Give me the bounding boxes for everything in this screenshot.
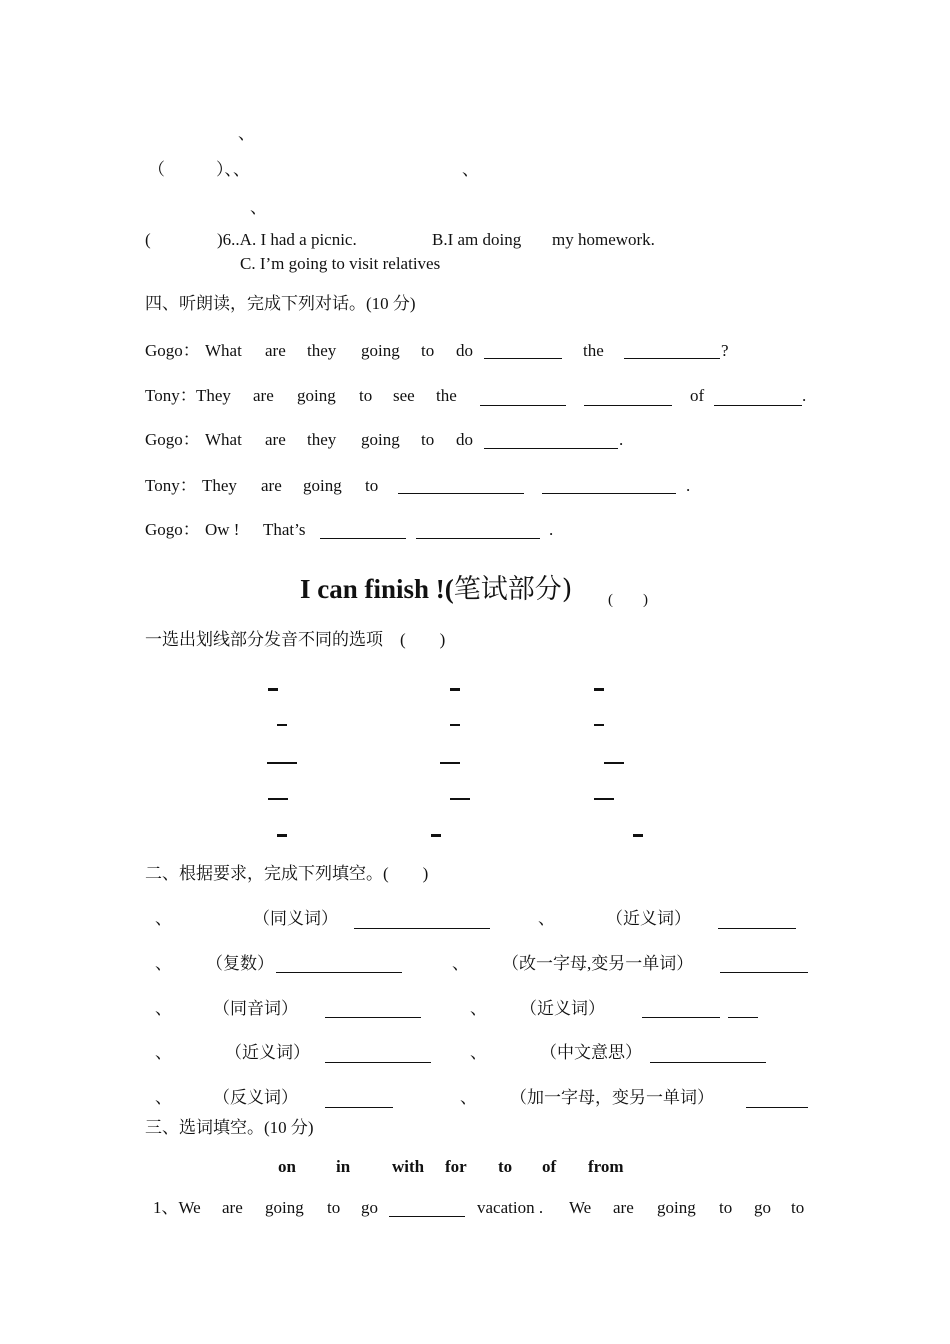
underline-mark [268,688,278,691]
q1-number: 1、We [153,1198,201,1217]
underline-mark [268,798,288,800]
dialog-speaker: Tony： [145,386,197,405]
dialog-word: to [365,476,379,495]
word-bank-item: from [588,1157,624,1176]
word-bank-item: to [498,1157,513,1176]
word-bank-item: on [278,1157,296,1176]
item-requirement: （同音词） [213,999,298,1018]
dialog-word: the [583,341,604,360]
top-mark-3: 、 [250,198,267,217]
answer-blank[interactable] [720,972,808,973]
underline-mark [594,688,604,691]
dialog-word: are [253,386,274,405]
answer-blank[interactable] [389,1216,465,1217]
underline-mark [604,762,624,764]
underline-mark [277,834,287,837]
q6-option-b: B.I am doing [432,230,522,249]
answer-blank[interactable] [624,358,720,359]
item-comma: 、 [460,1088,477,1107]
title-chinese: 笔试部分) [453,574,573,605]
item-requirement: （近义词） [225,1043,310,1062]
dialog-speaker: Gogo： [145,341,200,360]
sentence-word: to [327,1198,341,1217]
dialog-word: They [202,476,237,495]
sentence-word: going [657,1198,696,1217]
dialog-word: they [307,341,337,360]
underline-mark [594,724,604,726]
section4-heading: 四、听朗读，完成下列对话。(10 分) [145,294,416,313]
word-bank-item: with [392,1157,425,1176]
q6-option-b-tail: my homework. [552,230,655,249]
dialog-word: the [436,386,457,405]
underline-mark [267,762,297,764]
item-comma: 、 [155,1088,172,1107]
answer-blank[interactable] [642,1017,720,1018]
dialog-word: What [205,430,242,449]
dialog-word: going [361,341,400,360]
answer-blank[interactable] [354,928,490,929]
dialog-end: . [802,386,807,405]
dialog-word: do [456,430,473,449]
item-comma: 、 [155,954,172,973]
dialog-word: of [690,386,705,405]
underline-mark [440,762,460,764]
answer-blank[interactable] [325,1107,393,1108]
item-comma: 、 [452,954,469,973]
dialog-word: see [393,386,415,405]
top-mark-1: 、 [238,124,255,143]
answer-blank[interactable] [480,405,566,406]
sentence-word: go [754,1198,771,1217]
item-requirement: （中文意思） [540,1043,642,1062]
answer-blank[interactable] [584,405,672,406]
section2-heading: 二、根据要求，完成下列填空。( ) [145,864,429,883]
answer-blank[interactable] [714,405,802,406]
answer-blank[interactable] [650,1062,766,1063]
dialog-speaker: Gogo： [145,430,200,449]
item-requirement: （复数） [206,954,274,973]
underline-mark [633,834,643,837]
dialog-end: ? [721,341,729,360]
sentence-word: going [265,1198,304,1217]
item-comma: 、 [538,909,555,928]
answer-blank[interactable] [416,538,540,539]
sentence-word: are [222,1198,243,1217]
title-english: I can finish !( [300,574,454,604]
dialog-word: going [303,476,342,495]
underline-mark [594,798,614,800]
sentence-word: go [361,1198,378,1217]
sentence-word: We [569,1198,592,1217]
dialog-word: are [265,341,286,360]
dialog-speaker: Gogo： [145,520,200,539]
dialog-word: What [205,341,242,360]
answer-blank[interactable] [746,1107,808,1108]
item-comma: 、 [155,909,172,928]
title-score-paren: ( ) [608,592,648,608]
answer-blank[interactable] [325,1017,421,1018]
word-bank-item: for [445,1157,467,1176]
sentence-word: are [613,1198,634,1217]
sentence-word: vacation . [477,1198,544,1217]
dialog-word: do [456,341,473,360]
answer-blank[interactable] [325,1062,431,1063]
answer-blank[interactable] [718,928,796,929]
dialog-word: going [297,386,336,405]
underline-mark [450,798,470,800]
item-requirement: （近义词） [520,999,605,1018]
top-paren-line: （ ）、、 [148,160,250,179]
dialog-word: are [261,476,282,495]
answer-blank[interactable] [320,538,406,539]
dialog-end: . [686,476,691,495]
underline-mark [277,724,287,726]
word-bank-item: of [542,1157,557,1176]
q6-paren: ( [145,230,151,249]
answer-blank[interactable] [398,493,524,494]
item-comma: 、 [470,999,487,1018]
dialog-speaker: Tony： [145,476,197,495]
answer-blank[interactable] [484,358,562,359]
dialog-end: . [549,520,554,539]
dialog-word: They [196,386,231,405]
item-requirement: （改一字母,变另一单词） [502,954,694,973]
dialog-word: That’s [263,520,306,539]
item-comma: 、 [470,1043,487,1062]
item-requirement: （加一字母，变另一单词） [510,1088,714,1107]
item-comma: 、 [155,999,172,1018]
item-requirement: （反义词） [213,1088,298,1107]
dialog-word: to [421,341,435,360]
dialog-word: Ow ! [205,520,240,539]
top-mark-2: 、 [462,160,479,179]
answer-blank[interactable] [484,448,618,449]
answer-blank[interactable] [728,1017,758,1018]
section1-heading: 一选出划线部分发音不同的选项 ( ) [145,630,446,649]
sentence-word: to [719,1198,733,1217]
word-bank-item: in [336,1157,351,1176]
item-requirement: （近义词） [606,909,691,928]
dialog-end: . [619,430,624,449]
dialog-word: going [361,430,400,449]
dialog-word: they [307,430,337,449]
written-section-title [300,573,572,606]
underline-mark [450,688,460,691]
item-comma: 、 [155,1043,172,1062]
item-requirement: （同义词） [253,909,338,928]
dialog-word: are [265,430,286,449]
section3-heading: 三、选词填空。(10 分) [145,1118,314,1137]
answer-blank[interactable] [276,972,402,973]
dialog-word: to [359,386,373,405]
q6-option-c: C. I’m going to visit relatives [240,254,441,273]
underline-mark [450,724,460,726]
underline-mark [431,834,441,837]
dialog-word: to [421,430,435,449]
sentence-word: to [791,1198,805,1217]
answer-blank[interactable] [542,493,676,494]
q6-option-a: )6..A. I had a picnic. [217,230,357,249]
